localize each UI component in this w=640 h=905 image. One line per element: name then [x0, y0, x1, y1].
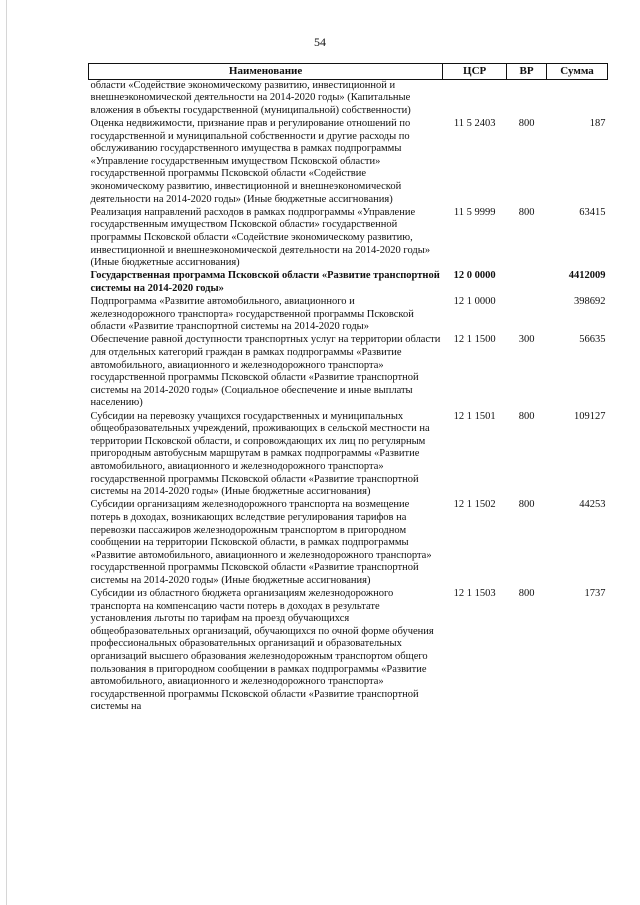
header-csr: ЦСР	[443, 64, 507, 80]
row-name: Субсидии из областного бюджета организациям железнодорожного транспорта на компенсацию части потерь в доходах в результате установления льготы по тарифам на проезд обучающихся общеобразовательных организаций, обучающихся по очной форме обучения профессиональных образовательных организаций и образовательных организаций высшего образования железнодорожным транспортом общего пользования в пригородном сообщении в рамках подпрограммы «Развитие автомобильного, авиационного и железнодорожного транспорта» государственной программы Псковской области «Развитие транспортной системы на	[90, 588, 434, 713]
row-sum: 1737	[584, 588, 606, 600]
row-sum: 398692	[574, 296, 606, 308]
row-vr: 800	[518, 499, 535, 511]
row-sum: 63415	[579, 206, 606, 218]
row-sum: 109127	[574, 410, 606, 422]
table-row	[89, 207, 608, 271]
row-csr: 12 0 0000	[453, 270, 496, 282]
row-name: Оценка недвижимости, признание прав и регулирование отношений по государственной и муниципальной собственности и другие расходы по обслуживанию государственного имущества в рамках подпрограммы «Управление государственным имуществом Псковской области» государственной программы Псковской области «Содействие экономическому развитию, инвестиционной и внешнеэкономической деятельности на 2014-2020 годы» (Иные бюджетные ассигнования)	[90, 117, 411, 205]
row-name: Обеспечение равной доступности транспортных услуг на территории области для отдельных категорий граждан в рамках подпрограммы «Развитие автомобильного, авиационного и железнодорожного транспорта» государственной программы Псковской области «Развитие транспортной системы на 2014-2020 годы» (Социальное обеспечение и иные выплаты населению)	[90, 334, 441, 409]
row-csr: 12 1 0000	[453, 296, 496, 308]
row-sum: 187	[589, 117, 606, 129]
table-row	[89, 411, 608, 500]
row-sum	[547, 79, 608, 118]
table-row-program	[89, 270, 608, 296]
row-sum: 44253	[579, 499, 606, 511]
row-vr: 800	[518, 588, 535, 600]
header-sum: Сумма	[547, 64, 608, 80]
row-vr: 800	[518, 206, 535, 218]
row-name: Государственная программа Псковской области «Развитие транспортной системы на 2014-2020 годы»	[90, 270, 440, 294]
budget-table	[88, 63, 608, 715]
row-name: Субсидии на перевозку учащихся государственных и муниципальных общеобразовательных учреждений, проживающих в сельской местности на территории Псковской области, и сопровождающих их лиц по регулярным пригородным автобусным маршрутам в рамках подпрограммы «Развитие автомобильного, авиационного и железнодорожного транспорта» государственной программы Псковской области «Развитие транспортной системы на 2014-2020 годы» (Иные бюджетные ассигнования)	[90, 410, 430, 498]
row-name: области «Содействие экономическому развитию, инвестиционной и внешнеэкономической деятельности на 2014-2020 годы» (Капитальные вложения в объекты государственной (муниципальной) собственности)	[90, 79, 411, 116]
row-csr: 12 1 1500	[453, 334, 496, 346]
table-row	[89, 334, 608, 410]
table-row	[89, 118, 608, 207]
row-vr: 800	[518, 410, 535, 422]
table-row	[89, 296, 608, 334]
row-vr	[507, 79, 547, 118]
page-number: 54	[314, 35, 326, 49]
row-vr	[507, 270, 547, 296]
table-row	[89, 588, 608, 715]
row-name: Реализация направлений расходов в рамках подпрограммы «Управление государственным имуществом Псковской области» государственной программы Псковской области «Содействие экономическому развитию, инвестиционной и внешнеэкономической деятельности на 2014-2020 годы» (Иные бюджетные ассигнования)	[90, 206, 431, 269]
row-csr: 11 5 9999	[453, 206, 496, 218]
row-csr	[443, 79, 507, 118]
header-vr: ВР	[507, 64, 547, 80]
row-name: Подпрограмма «Развитие автомобильного, авиационного и железнодорожного транспорта» государственной программы Псковской области «Развитие транспортной системы на 2014-2020 годы»	[90, 296, 414, 333]
table-row	[89, 79, 608, 118]
row-vr	[507, 296, 547, 334]
row-vr: 800	[518, 117, 535, 129]
row-vr: 300	[518, 334, 535, 346]
header-name: Наименование	[89, 64, 443, 80]
row-csr: 12 1 1503	[453, 588, 496, 600]
table-header-row	[89, 64, 608, 80]
table-row	[89, 499, 608, 588]
row-csr: 11 5 2403	[453, 117, 496, 129]
row-csr: 12 1 1501	[453, 410, 496, 422]
row-sum: 4412009	[568, 270, 606, 282]
scan-edge-line	[6, 0, 7, 905]
row-name: Субсидии организациям железнодорожного транспорта на возмещение потерь в доходах, возникающих вследствие регулирования тарифов на перевозки пассажиров железнодорожным транспортом в пригородном сообщении на территории Псковской области, в рамках подпрограммы «Развитие автомобильного, авиационного и железнодорожного транспорта» государственной программы Псковской области «Развитие транспортной системы на 2014-2020 годы» (Иные бюджетные ассигнования)	[90, 499, 432, 586]
row-sum: 56635	[579, 334, 606, 346]
row-csr: 12 1 1502	[453, 499, 496, 511]
